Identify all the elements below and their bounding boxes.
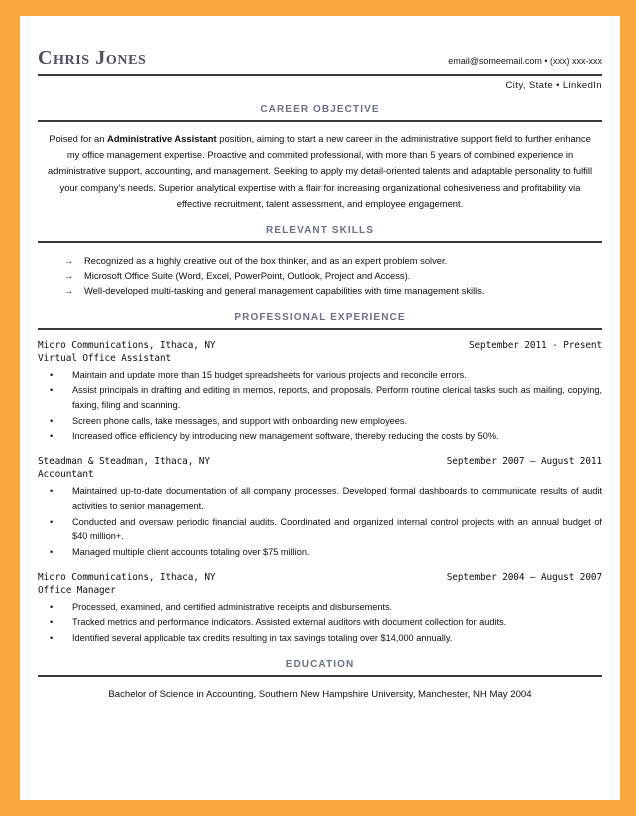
employment-dates: September 2007 – August 2011	[446, 456, 602, 468]
employment-dates: September 2011 - Present	[468, 339, 602, 351]
experience-entry	[38, 340, 602, 445]
dot-bullet-icon: •	[50, 516, 54, 527]
list-item	[48, 368, 602, 383]
employer-name: Steadman & Steadman, Ithaca, NY	[38, 456, 210, 468]
duty-text: Processed, examined, and certified administrative receipts and disbursements.	[72, 601, 393, 612]
arrow-bullet-icon: →	[64, 270, 74, 282]
duties-list	[38, 368, 602, 445]
duty-text: Maintained up-to-date documentation of all company processes. Developed formal dashboards to communicate results of audit activities to senior management.	[72, 486, 602, 511]
dot-bullet-icon: •	[50, 369, 54, 380]
arrow-bullet-icon: →	[64, 254, 74, 266]
duty-text: Increased office efficiency by introducing new management software, thereby reducing the costs by 50%.	[72, 431, 499, 442]
arrow-bullet-icon: →	[64, 285, 74, 297]
candidate-name: Chris Jones	[38, 47, 147, 69]
section-heading-education: EDUCATION	[285, 658, 355, 670]
employment-dates: September 2004 – August 2007	[446, 571, 602, 583]
list-item	[48, 414, 602, 429]
list-item	[48, 484, 602, 513]
education-divider	[38, 675, 602, 677]
duties-list	[38, 484, 602, 560]
section-heading-career-objective: CAREER OBJECTIVE	[260, 104, 380, 115]
objective-part2: position, aiming to start a new career in the administrative support field to further enhance my office management expertise. Proactive and commited professional, with more than 5 years of combined experience in administrative support, accounting, and management. Seeking to apply my detail-oriented talents and adaptable personality to fulfill your company’s needs. Superior analytical expertise with a flair for increasing organizational cohesiveness and profitability via effective recruitment, talent assessment, and employee engagement.	[47, 133, 593, 209]
job-title: Accountant	[38, 469, 94, 481]
list-item	[48, 545, 602, 560]
experience-entry	[38, 456, 602, 560]
dot-bullet-icon: •	[50, 617, 54, 628]
list-item	[64, 283, 602, 298]
skills-list	[38, 253, 602, 299]
experience-entry	[38, 572, 602, 646]
list-item	[48, 631, 602, 646]
list-item	[64, 253, 602, 268]
duties-list	[38, 600, 602, 646]
experience-list	[38, 340, 602, 646]
objective-part1: Poised for an	[49, 133, 108, 144]
list-item	[48, 383, 602, 412]
duty-text: Tracked metrics and performance indicators. Assisted external auditors with document collection for audits.	[72, 617, 507, 628]
dot-bullet-icon: •	[50, 601, 54, 612]
duty-text: Maintain and update more than 15 budget spreadsheets for various projects and reconcile errors.	[72, 369, 467, 380]
section-heading-professional-experience: PROFESSIONAL EXPERIENCE	[234, 311, 406, 323]
list-item	[48, 615, 602, 630]
list-item	[64, 268, 602, 283]
list-item	[48, 429, 602, 444]
objective-highlight: Administrative Assistant	[107, 133, 217, 144]
duty-text: Conducted and oversaw periodic financial audits. Coordinated and organized internal control projects with an annual budget of $40 million+.	[72, 516, 602, 542]
skill-text: Recognized as a highly creative out of the box thinker, and as an expert problem solver.	[84, 254, 448, 266]
career-objective-divider	[38, 120, 602, 122]
resume-header	[38, 16, 602, 68]
skill-text: Microsoft Office Suite (Word, Excel, PowerPoint, Outlook, Project and Access).	[84, 270, 411, 282]
duty-text: Screen phone calls, take messages, and support with onboarding new employees.	[72, 415, 408, 426]
dot-bullet-icon: •	[50, 486, 54, 497]
employer-name: Micro Communications, Ithaca, NY	[38, 339, 216, 351]
dot-bullet-icon: •	[50, 633, 54, 644]
professional-experience-divider	[38, 328, 602, 330]
dot-bullet-icon: •	[50, 431, 54, 442]
education-entry: Bachelor of Science in Accounting, Southern New Hampshire University, Manchester, NH May 2004	[108, 688, 532, 700]
dot-bullet-icon: •	[50, 415, 54, 426]
job-title: Office Manager	[38, 584, 116, 596]
dot-bullet-icon: •	[50, 385, 54, 396]
job-title: Virtual Office Assistant	[38, 352, 172, 364]
relevant-skills-divider	[38, 241, 602, 243]
dot-bullet-icon: •	[50, 547, 54, 558]
duty-text: Identified several applicable tax credits resulting in tax savings totaling over $14,000 annually.	[72, 633, 453, 644]
list-item	[48, 600, 602, 615]
employer-name: Micro Communications, Ithaca, NY	[38, 571, 216, 583]
career-objective-text	[38, 131, 602, 212]
contact-location-linkedin: City, State • LinkedIn	[505, 80, 602, 91]
duty-text: Managed multiple client accounts totaling over $75 million.	[72, 547, 310, 558]
header-divider	[38, 74, 602, 76]
contact-email-phone: email@someemail.com • (xxx) xxx-xxx	[448, 56, 602, 66]
list-item	[48, 515, 602, 544]
resume-page	[20, 16, 620, 800]
experience-entry-header	[38, 456, 602, 467]
skill-text: Well-developed multi-tasking and general management capabilities with time management skills.	[84, 285, 485, 297]
section-heading-relevant-skills: RELEVANT SKILLS	[266, 224, 374, 236]
duty-text: Assist principals in drafting and editing in memos, reports, and proposals. Perform routine clerical tasks such as mailing, copying, faxing, filing and scanning.	[72, 385, 602, 410]
experience-entry-header	[38, 340, 602, 351]
experience-entry-header	[38, 572, 602, 583]
